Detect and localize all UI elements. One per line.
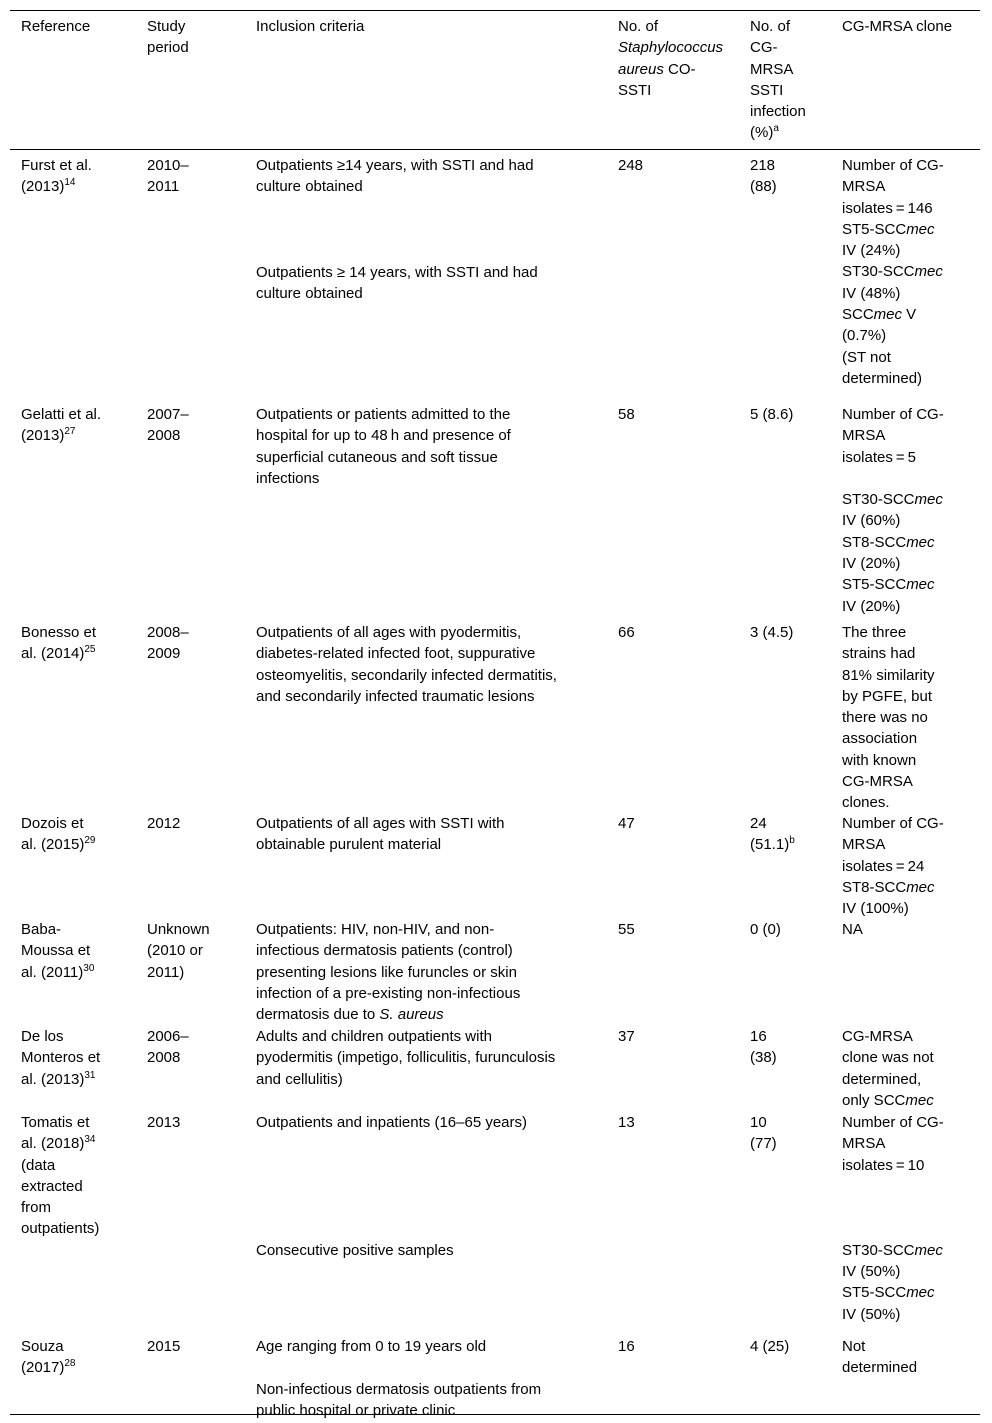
- table-row: [10, 1107, 980, 1331]
- cell-clone: Number of CG- MRSA isolates = 146 ST5-SCCmec IV (24%) ST30-SCCmec IV (48%) SCCmec V (0.7%) (ST not determined): [842, 157, 944, 387]
- cell-no-cgmrsa: 0 (0): [750, 921, 781, 938]
- cell-inclusion: Adults and children outpatients with pyodermitis (impetigo, folliculitis, furunculosis and cellulitis): [256, 1028, 556, 1088]
- studies-table: [10, 10, 980, 1419]
- cell-clone: Not determined: [842, 1338, 918, 1377]
- cell-inclusion: Outpatients ≥14 years, with SSTI and had culture obtained Outpatients ≥ 14 years, with SSTI and had culture obtained: [256, 157, 538, 302]
- cell-study-period: 2010– 2011: [147, 157, 189, 196]
- cell-inclusion: Outpatients and inpatients (16–65 years) Consecutive positive samples: [256, 1114, 528, 1260]
- cell-clone: Number of CG- MRSA isolates = 24 ST8-SCCmec IV (100%): [842, 815, 944, 918]
- cell-inclusion: Outpatients of all ages with pyodermitis, diabetes-related infected foot, suppurative osteomyelitis, secondarily infected dermatitis, and secondarily infected traumatic lesions: [256, 624, 557, 705]
- cell-no-cgmrsa: 16 (38): [750, 1028, 777, 1067]
- cell-no-saureus: 13: [618, 1114, 635, 1131]
- cell-no-cgmrsa: 4 (25): [750, 1338, 790, 1355]
- species-name: aureus: [618, 60, 664, 78]
- cell-study-period: 2006– 2008: [147, 1028, 189, 1067]
- cell-study-period: 2015: [147, 1338, 181, 1355]
- cell-study-period: 2008– 2009: [147, 624, 189, 663]
- table-row: [10, 150, 980, 399]
- table-row: [10, 1021, 980, 1107]
- cell-inclusion: Age ranging from 0 to 19 years old Non-infectious dermatosis outpatients from public hospital or private clinic: [256, 1338, 542, 1419]
- cell-no-saureus: 58: [618, 406, 635, 423]
- cell-inclusion: Outpatients: HIV, non-HIV, and non- infectious dermatosis patients (control) presenting lesions like furuncles or skin infection of a pre-existing non-infectious dermatosis due to S. aureus: [256, 921, 521, 1024]
- cell-no-cgmrsa: 3 (4.5): [750, 624, 794, 641]
- species-name: Staphylococcus: [618, 39, 724, 57]
- cell-clone: Number of CG- MRSA isolates = 5 ST30-SCCmec IV (60%) ST8-SCCmec IV (20%) ST5-SCCmec IV (20%): [842, 406, 944, 615]
- cell-study-period: 2013: [147, 1114, 181, 1131]
- cell-reference: Tomatis et al. $(2018)^{34}$ (data extracted from outpatients): [21, 1114, 100, 1238]
- table-row: [10, 399, 980, 617]
- cell-no-cgmrsa: 10 (77): [750, 1114, 777, 1153]
- header-no-saureus: No. of Staphylococcus aureus CO- SSTI: [618, 18, 724, 99]
- header-study-period: Study period: [147, 18, 189, 57]
- header-reference: Reference: [21, 18, 91, 35]
- table-row: [10, 617, 980, 812]
- cell-reference: Souza $(2017)^{28}$: [21, 1338, 76, 1377]
- header-cgmrsa-clone: CG-MRSA clone: [842, 18, 953, 35]
- cell-study-period: 2007– 2008: [147, 406, 189, 445]
- cell-reference: De los Monteros et al. $(2013)^{31}$: [21, 1028, 101, 1088]
- table-row: [10, 914, 980, 1024]
- cell-study-period: 2012: [147, 815, 181, 832]
- cell-no-cgmrsa: 5 (8.6): [750, 406, 794, 423]
- cell-no-cgmrsa: 24 $(51.1)^b$: [750, 815, 795, 854]
- cell-reference: Gelatti et al. $(2013)^{27}$: [21, 406, 102, 445]
- footnote-marker: b: [789, 835, 795, 847]
- table-row: [10, 1331, 980, 1419]
- cell-reference: Baba- Moussa et al. $(2011)^{30}$: [21, 921, 95, 981]
- species-name: S. aureus: [379, 1006, 444, 1024]
- cell-reference: Dozois et al. $(2015)^{29}$: [21, 815, 96, 854]
- cell-no-saureus: 55: [618, 921, 635, 938]
- header-no-cgmrsa: No. of CG- MRSA SSTI infection (%)$^a$: [750, 18, 806, 142]
- cell-clone: NA: [842, 921, 863, 938]
- cell-no-saureus: 16: [618, 1338, 635, 1355]
- cell-clone: The three strains had 81% similarity by PGFE, but there was no association with known CG-MRSA clones.: [842, 624, 935, 812]
- cell-study-period: Unknown (2010 or 2011): [147, 921, 210, 981]
- cell-inclusion: Outpatients or patients admitted to the hospital for up to 48 h and presence of superficial cutaneous and soft tissue infections: [256, 406, 511, 487]
- cell-no-saureus: 66: [618, 624, 635, 641]
- table-row: [10, 808, 980, 918]
- cell-reference: Furst et al. $(2013)^{14}$: [21, 157, 92, 196]
- footnote-marker: a: [773, 123, 779, 135]
- cell-clone: CG-MRSA clone was not determined, only SCCmec: [842, 1028, 934, 1109]
- header-inclusion-criteria: Inclusion criteria: [256, 18, 365, 35]
- cell-clone: Number of CG- MRSA isolates = 10 ST30-SCCmec IV (50%) ST5-SCCmec IV (50%): [842, 1114, 944, 1323]
- cell-reference: Bonesso et al. $(2014)^{25}$: [21, 624, 97, 663]
- table-header: [10, 11, 980, 150]
- cell-no-saureus: 248: [618, 157, 644, 174]
- cell-no-saureus: 37: [618, 1028, 635, 1045]
- cell-no-cgmrsa: 218 (88): [750, 157, 777, 196]
- cell-no-saureus: 47: [618, 815, 635, 832]
- cell-inclusion: Outpatients of all ages with SSTI with obtainable purulent material: [256, 815, 505, 854]
